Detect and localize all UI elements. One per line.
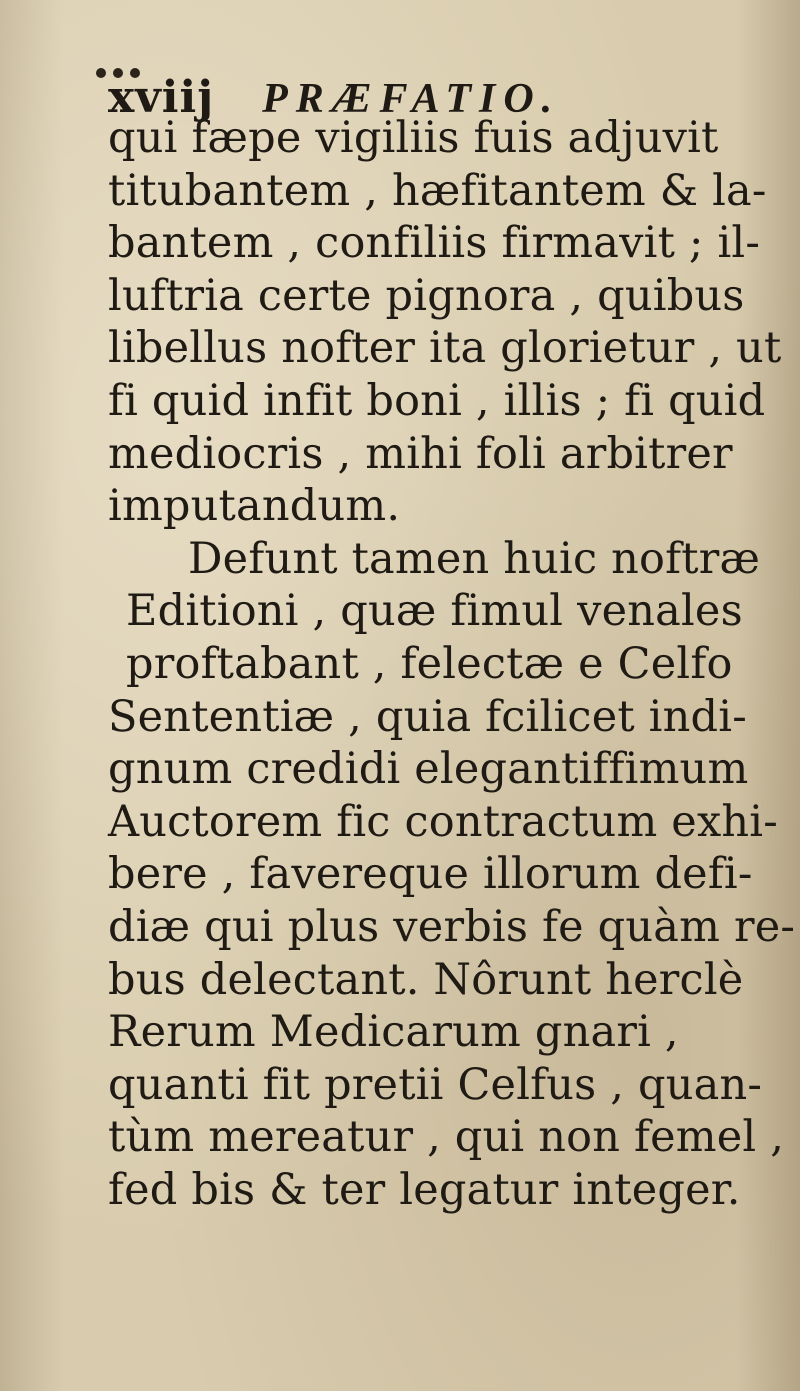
text-line: proftabant , felectæ e Celfo xyxy=(126,638,733,689)
running-title: PRÆFATIO. xyxy=(262,76,561,122)
text-line: libellus nofter ita glorietur , ut xyxy=(108,323,782,374)
paragraph-start-line: Defunt tamen huic noftræ xyxy=(188,533,761,584)
text-line: gnum credidi elegantiffimum xyxy=(108,744,749,795)
text-line: Rerum Medicarum gnari , xyxy=(108,1007,679,1058)
dot-ornament-1 xyxy=(96,68,106,78)
text-line: Editioni , quæ fimul venales xyxy=(126,586,743,637)
text-line: Auctorem fic contractum exhi- xyxy=(108,796,778,847)
text-line: Sententiæ , quia fcilicet indi- xyxy=(108,691,747,742)
page-number: xviij xyxy=(108,72,215,123)
text-line: bere , favereque illorum defi- xyxy=(108,849,753,900)
text-line: quanti fit pretii Celfus , quan- xyxy=(108,1059,763,1110)
text-line: imputandum. xyxy=(108,481,401,532)
text-line: fed bis & ter legatur integer. xyxy=(108,1164,741,1215)
text-line: bantem , confiliis firmavit ; il- xyxy=(108,218,761,269)
text-line: bus delectant. Nôrunt herclè xyxy=(108,954,744,1005)
text-line: titubantem , hæfitantem & la- xyxy=(108,165,767,216)
text-line: tùm mereatur , qui non femel , xyxy=(108,1112,785,1163)
text-line: qui fæpe vigiliis fuis adjuvit xyxy=(108,113,719,163)
text-line: fi quid infit boni , illis ; fi quid xyxy=(108,375,766,426)
text-line: luftria certe pignora , quibus xyxy=(108,270,745,321)
text-line: diæ qui plus verbis fe quàm re- xyxy=(108,901,796,952)
text-line: mediocris , mihi foli arbitrer xyxy=(108,428,733,479)
body-text xyxy=(108,112,796,1216)
